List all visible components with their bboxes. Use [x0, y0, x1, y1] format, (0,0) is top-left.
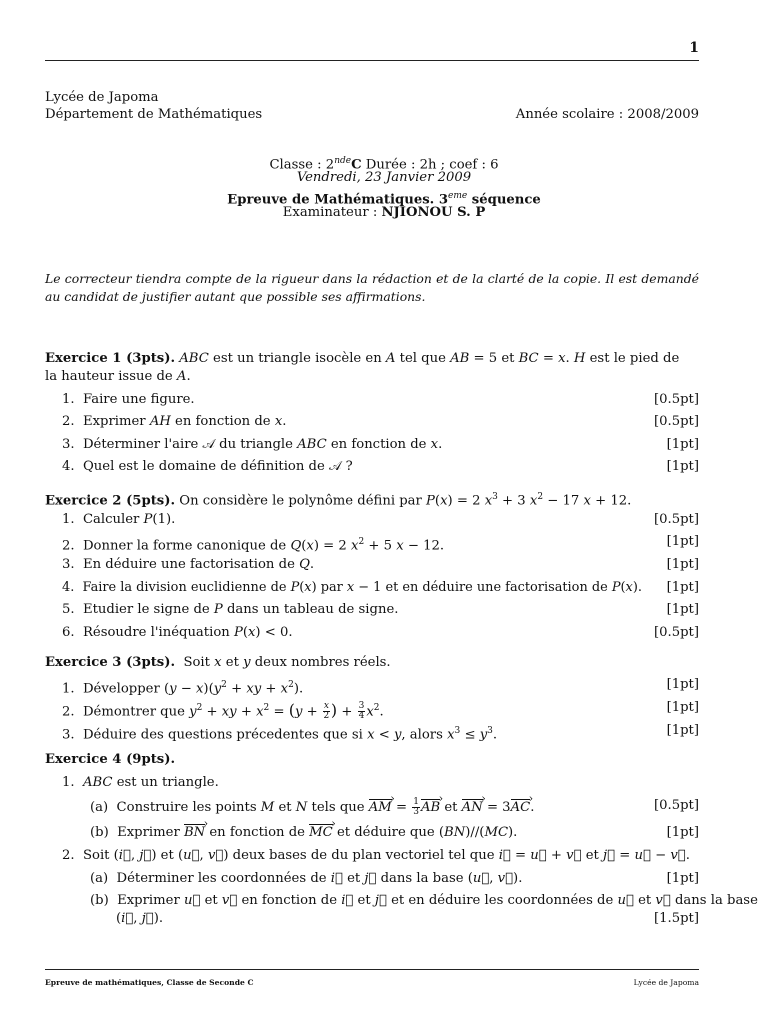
ex1-item-1: 1. Faire une figure.: [62, 392, 195, 407]
ex4-item-2b: (b) Exprimer u⃗ et v⃗ en fonction de i⃗ et j⃗ et en déduire les coordonnées de u⃗ et v⃗ dans la base: [90, 893, 758, 908]
instructions-paragraph: Le correcteur tiendra compte de la rigueur dans la rédaction et de la clarté de la copie. Il est demandé au candidat de justifier autant que possible ses affirmations.: [45, 271, 699, 304]
ex1-item-2-points: [0.5pt]: [653, 414, 699, 429]
ex2-item-5: 5. Etudier le signe de P dans un tableau de signe.: [62, 602, 399, 617]
ex2-item-4: 4. Faire la division euclidienne de P(x) par x − 1 et en déduire une factorisation de P(x).: [62, 580, 642, 595]
ex3-item-1-points: [1pt]: [666, 677, 699, 692]
exercise-1-title: Exercice 1 (3pts).: [45, 351, 176, 366]
ex1-item-3-points: [1pt]: [666, 437, 699, 452]
ex2-item-1-points: [0.5pt]: [653, 512, 699, 527]
ex3-item-1: 1. Développer $(y - x)(y^2$ + xy + $x^2$).: [62, 680, 304, 697]
school-year: Année scolaire : 2008/2009: [515, 107, 699, 122]
ex4-item-2b-line2: (i⃗, j⃗).: [116, 911, 164, 926]
ex4-item-1b-points: [1pt]: [666, 825, 699, 840]
ex1-item-3: 3. Déterminer l'aire 𝒜 du triangle ABC en fonction de x.: [62, 437, 443, 452]
exam-date: Vendredi, 23 Janvier 2009: [296, 170, 472, 185]
examiner-name: NJIONOU S. P: [381, 205, 486, 220]
top-rule: [45, 60, 699, 61]
ex2-item-1: 1. Calculer P(1).: [62, 512, 176, 527]
page-number: 1: [689, 40, 699, 56]
ex3-item-2-points: [1pt]: [666, 700, 699, 715]
ex4-item-1a: (a) Construire les points M et N tels que AM › = $\frac{1}{3}$ AB › et AN › = 3AC ›.: [90, 798, 534, 817]
ex2-item-3-points: [1pt]: [666, 557, 699, 572]
footer-rule: [45, 969, 699, 970]
ex1-item-4: 4. Quel est le domaine de définition de 𝒜 ?: [62, 459, 353, 474]
ex3-item-3: 3. Déduire des questions précedentes que si x < y, alors $x^3 \le y^3$.: [62, 726, 498, 743]
examiner-label: Examinateur :: [282, 205, 378, 220]
ex1-item-1-points: [0.5pt]: [653, 392, 699, 407]
exercise-1-heading: Exercice 1 (3pts). ABC est un triangle isocèle en A tel que AB = 5 et BC = x. H est le pied de: [45, 351, 680, 366]
footer-right: Lycée de Japoma: [633, 978, 699, 987]
ex2-item-2-points: [1pt]: [666, 534, 699, 549]
ex4-item-1a-points: [0.5pt]: [653, 798, 699, 813]
exercise-3-heading: Exercice 3 (3pts). Soit x et y deux nombres réels.: [45, 655, 391, 670]
exercise-4-title: Exercice 4 (9pts).: [45, 752, 176, 767]
examiner-line: [0, 205, 768, 221]
ex4-item-2a: (a) Déterminer les coordonnées de i⃗ et j⃗ dans la base (u⃗, v⃗).: [90, 871, 523, 886]
exercise-2-title: Exercice 2 (5pts).: [45, 493, 176, 509]
ex2-item-2: 2. Donner la forme canonique de Q(x) = 2 $x^2 + 5$ x − 12.: [62, 537, 445, 554]
exam-title: Epreuve de Mathématiques. 3eme séquence: [227, 191, 541, 208]
ex1-item-4-points: [1pt]: [666, 459, 699, 474]
ex2-item-6-points: [0.5pt]: [653, 625, 699, 640]
ex4-item-1: 1. ABC est un triangle.: [62, 775, 219, 790]
ex1-item-2: 2. Exprimer AH en fonction de x.: [62, 414, 287, 429]
ex3-item-2: 2. Démontrer que $y^2$ + xy + $x^2 = (y$ + $\frac{x}{2}$ ) + $\frac{3}{4}$ $x^2$.: [62, 700, 384, 722]
ex4-item-1b: (b) Exprimer BN › en fonction de MC › et déduire que (BN)//(MC).: [90, 825, 517, 841]
ex4-item-2b-points: [1.5pt]: [653, 911, 699, 926]
class-line: Classe : 2ndeC Durée : 2h ; coef : 6: [269, 156, 499, 173]
ex3-item-3-points: [1pt]: [666, 723, 699, 738]
ex2-item-5-points: [1pt]: [666, 602, 699, 617]
ex4-item-2: 2. Soit (i⃗, j⃗) et (u⃗, v⃗) deux bases de du plan vectoriel tel que i⃗ = u⃗ + v⃗ et j⃗ = u⃗ − v⃗.: [62, 848, 690, 863]
exercise-1-statement-line2: la hauteur issue de A.: [45, 369, 191, 384]
footer-left: Epreuve de mathématiques, Classe de Seconde C: [45, 978, 254, 987]
ex2-item-4-points: [1pt]: [666, 580, 699, 595]
exercise-2-heading: Exercice 2 (5pts). On considère le polynôme défini par P(x) = 2 $x^3 + 3$ $x^2 - 17$ x + 12.: [45, 492, 632, 509]
ex4-item-2a-points: [1pt]: [666, 871, 699, 886]
ex2-item-3: 3. En déduire une factorisation de Q.: [62, 557, 315, 572]
exercise-3-title: Exercice 3 (3pts).: [45, 655, 176, 670]
school-name: Lycée de Japoma: [45, 90, 159, 105]
ex2-item-6: 6. Résoudre l'inéquation P(x) < 0.: [62, 625, 293, 640]
department-name: Département de Mathématiques: [45, 107, 263, 122]
